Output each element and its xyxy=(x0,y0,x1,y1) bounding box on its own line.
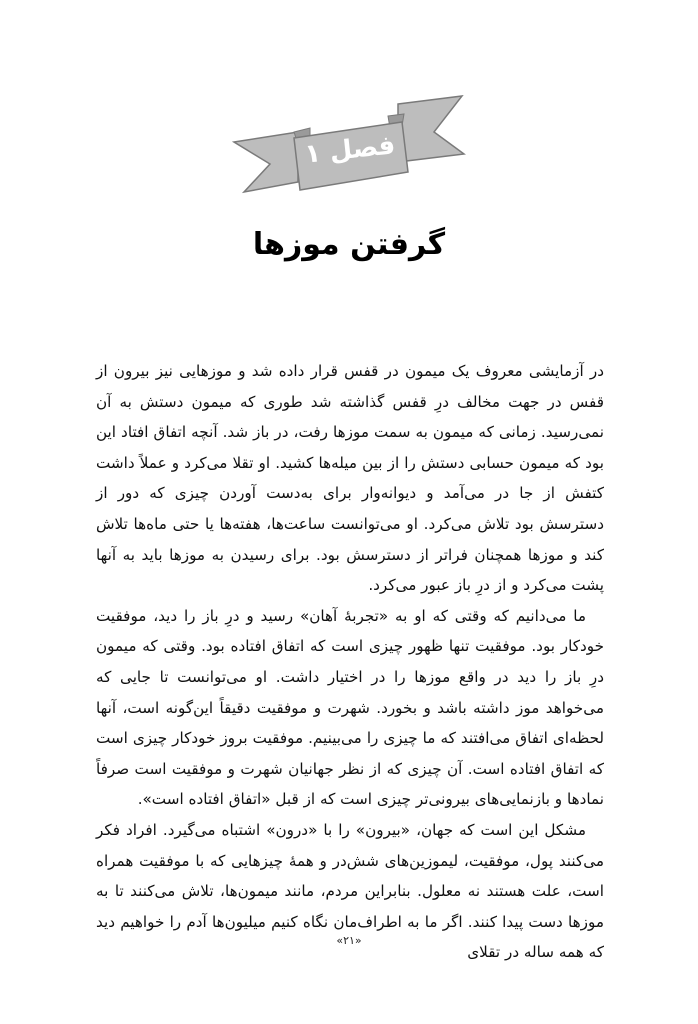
page-number: «۲۱» xyxy=(336,934,362,947)
paragraph: در آزمایشی معروف یک میمون در قفس قرار داده شد و موزهایی نیز بیرون از قفس در جهت مخالف درِ قفس گذاشته شد طوری که میمون دستش به آن نمی‌رسید. زمانی که میمون به سمت موزها رفت، در باز شد. آنچه اتفاق افتاد این بود که میمون حسابی دستش را از بین میله‌ها کشید. او تقلا می‌کرد و عملاً داشت کتفش از جا در می‌آمد و دیوانه‌وار برای به‌دست آوردن چیزی که دور از دسترسش بود تلاش می‌کرد. او می‌توانست ساعت‌ها، هفته‌ها یا حتی ماه‌ها تلاش کند و موزها همچنان فراتر از دسترسش بود. برای رسیدن به موزها باید به آنها پشت می‌کرد و از درِ باز عبور می‌کرد. xyxy=(96,362,604,595)
chapter-title: گرفتن موزها xyxy=(252,227,446,263)
paragraph: ما می‌دانیم که وقتی که او به «تجربهٔ آهان» رسید و درِ باز را دید، موفقیت خودکار بود. موفقیت تنها ظهور چیزی است که اتفاق افتاده بود. وقتی که میمون درِ باز را دید در واقع موزها را در اختیار داشت. او می‌توانست تا جایی که می‌خواهد موز داشته باشد و بخورد. شهرت و موفقیت دقیقاً این‌گونه است، آنها لحظه‌ای اتفاق می‌افتند که ما چیزی را می‌بینیم. موفقیت بروز خودکار چیزی است که اتفاق افتاده است. آن چیزی که از نظر جهانیان شهرت و موفقیت است صرفاً نمادها و بازنمایی‌های بیرونی‌تر چیزی است که از قبل «اتفاق افتاده است». xyxy=(96,606,604,809)
ribbon-right-tail xyxy=(398,96,464,162)
chapter-number-label: فصل ۱ xyxy=(303,130,397,170)
chapter-body xyxy=(96,356,604,968)
paragraph: مشکل این است که جهان، «بیرون» را با «درون» اشتباه می‌گیرد. افراد فکر می‌کنند پول، موفقیت، لیموزین‌های شش‌در و همهٔ چیزهایی که با موفقیت همراه است، علت هستند نه معلول. بنابراین مردم، مانند میمون‌ها، تلاش می‌کنند تا به موزها دست پیدا کنند. اگر ما به اطراف‌مان نگاه کنیم میلیون‌ها آدم را خواهیم دید که همه ساله در تقلای xyxy=(96,820,604,962)
ribbon-left-tail xyxy=(234,132,298,192)
